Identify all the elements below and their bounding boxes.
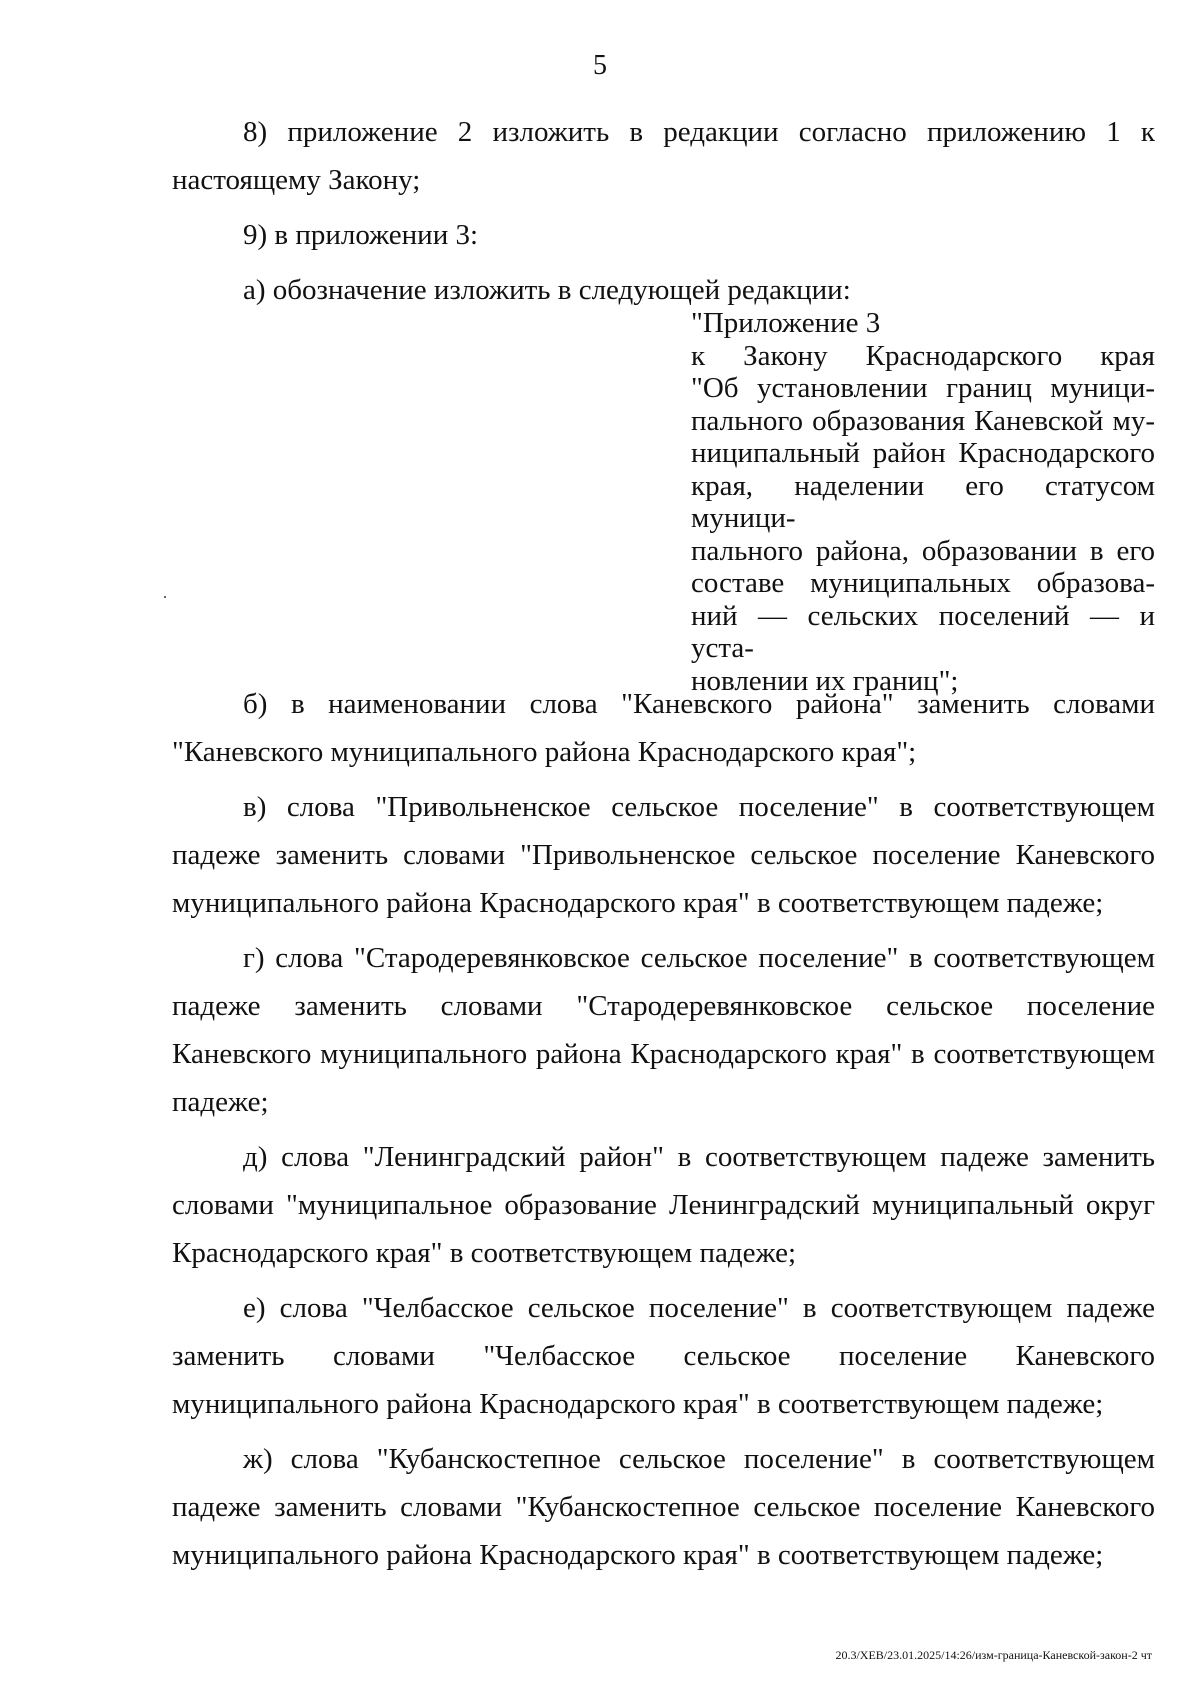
appendix-designation-block — [691, 307, 1155, 697]
paragraph-subitem-b: б) в наименовании слова "Каневского района" заменить словами "Каневского муниципального района Краснодарского края"; — [172, 688, 1155, 768]
paragraph-subitem-v: в) слова "Привольненское сельское поселение" в соответствующем падеже заменить словами "Привольненское сельское поселение Каневского муниципального района Краснодарского края" в соответствующем падеже; — [172, 791, 1155, 919]
appendix-line: края, наделении его статусом муници- — [691, 469, 1155, 534]
appendix-line: "Об установлении границ муници- — [691, 372, 1155, 404]
appendix-line: ний — сельских поселений — и уста- — [691, 599, 1155, 664]
document-footer-code: 20.3/ХЕВ/23.01.2025/14:26/изм-граница-Каневской-закон-2 чт — [835, 1648, 1152, 1662]
appendix-line: составе муниципальных образова- — [691, 567, 1155, 599]
bottom-text-block — [172, 680, 1155, 1586]
paragraph-subitem-a: а) обозначение изложить в следующей редакции: — [243, 274, 851, 306]
appendix-line: пального образования Каневской му- — [691, 404, 1155, 437]
paragraph-subitem-d: д) слова "Ленинградский район" в соответствующем падеже заменить словами "муниципальное образование Ленинградский муниципальный округ Краснодарского края" в соответствующем падеже; — [172, 1141, 1155, 1269]
paragraph-item-9: 9) в приложении 3: — [243, 219, 479, 251]
appendix-line: новлении их границ"; — [691, 664, 959, 697]
appendix-line: ниципальный район Краснодарского — [691, 437, 1155, 469]
scan-speck — [164, 596, 166, 598]
top-text-block — [172, 108, 1155, 321]
appendix-line: "Приложение 3 — [691, 307, 881, 339]
appendix-line: к Закону Краснодарского края — [691, 339, 1155, 372]
paragraph-subitem-e: е) слова "Челбасское сельское поселение" в соответствующем падеже заменить словами "Челбасское сельское поселение Каневского муниципального района Краснодарского края" в соответствующем падеже; — [172, 1292, 1155, 1420]
paragraph-item-8: 8) приложение 2 изложить в редакции согласно приложению 1 к настоящему Закону; — [172, 116, 1155, 196]
appendix-line: пального района, образовании в его — [691, 534, 1155, 567]
paragraph-subitem-zh: ж) слова "Кубанскостепное сельское поселение" в соответствующем падеже заменить словами "Кубанскостепное сельское поселение Каневского муниципального района Краснодарского края" в соответствующем падеже; — [172, 1443, 1155, 1571]
page-number: 5 — [593, 50, 607, 81]
paragraph-subitem-g: г) слова "Стародеревянковское сельское поселение" в соответствующем падеже заменить словами "Стародеревянковское сельское поселение Каневского муниципального района Краснодарского края" в соответствующем падеже; — [172, 942, 1155, 1118]
